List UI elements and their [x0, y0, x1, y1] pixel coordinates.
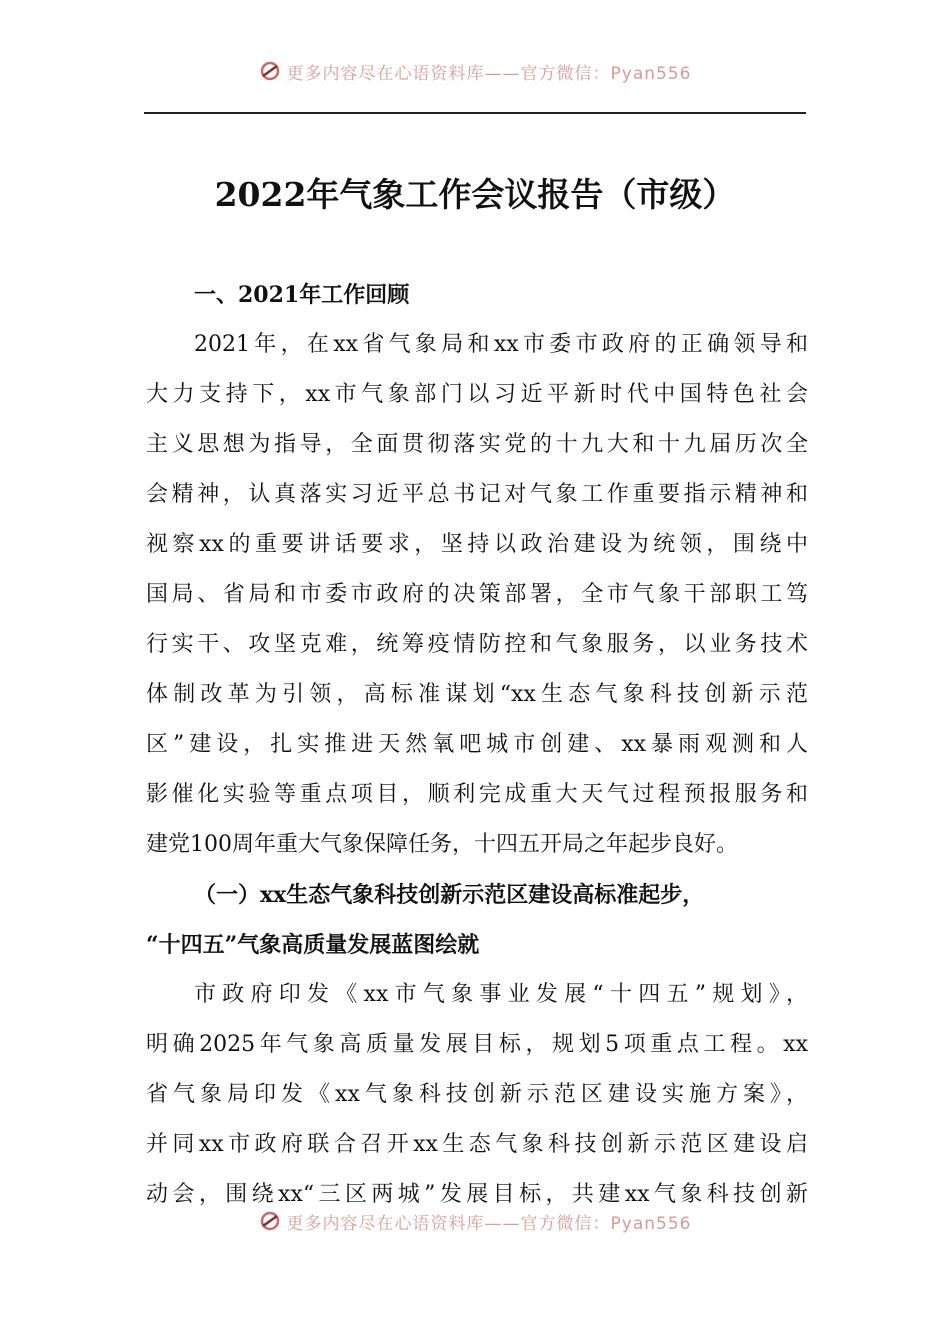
paragraph-line: 影催化实验等重点项目，顺利完成重大天气过程预报服务和: [146, 782, 808, 807]
header-rule: [144, 112, 806, 114]
paragraph-line: 视察xx的重要讲话要求，坚持以政治建设为统领，围绕中: [146, 532, 808, 557]
paragraph-line: 会精神，认真落实习近平总书记对气象工作重要指示精神和: [146, 482, 808, 507]
paragraph-line: 国局、省局和市委市政府的决策部署，全市气象干部职工笃: [146, 582, 808, 607]
footer-watermark-text: 更多内容尽在心语资料库——官方微信：Pyan556: [286, 1213, 692, 1234]
logo-icon: [259, 1210, 281, 1232]
paragraph-1: [146, 320, 808, 870]
paragraph-line: 市政府印发《xx市气象事业发展“十四五”规划》，: [194, 982, 808, 1007]
paragraph-line: 并同xx市政府联合召开xx生态气象科技创新示范区建设启: [146, 1132, 808, 1157]
paragraph-line: 2021年，在xx省气象局和xx市委市政府的正确领导和: [194, 332, 808, 357]
document-title: 2022年气象工作会议报告（市级）: [214, 175, 736, 214]
subheading-line: （一）xx生态气象科技创新示范区建设高标准起步，: [194, 882, 705, 908]
paragraph-line: 建党100周年重大气象保障任务，十四五开局之年起步良好。: [146, 832, 738, 857]
document-body: [146, 270, 808, 1220]
header-watermark: [0, 56, 950, 86]
subheading-line: “十四五”气象高质量发展蓝图绘就: [146, 932, 480, 958]
paragraph-line: 行实干、攻坚克难，统筹疫情防控和气象服务，以业务技术: [146, 632, 808, 657]
paragraph-line: 大力支持下，xx市气象部门以习近平新时代中国特色社会: [146, 382, 808, 407]
paragraph-line: 动会，围绕xx“三区两城”发展目标，共建xx气象科技创新: [146, 1182, 808, 1207]
paragraph-line: 省气象局印发《xx气象科技创新示范区建设实施方案》，: [146, 1082, 808, 1107]
footer-watermark: [0, 1206, 950, 1236]
paragraph-line: 主义思想为指导，全面贯彻落实党的十九大和十九届历次全: [146, 432, 808, 457]
subheading: [146, 870, 808, 970]
section-heading: 一、2021年工作回顾: [194, 282, 410, 308]
paragraph-line: 体制改革为引领，高标准谋划“xx生态气象科技创新示范: [146, 682, 808, 707]
paragraph-2: [146, 970, 808, 1220]
logo-icon: [259, 60, 281, 82]
header-watermark-text: 更多内容尽在心语资料库——官方微信：Pyan556: [286, 63, 692, 84]
paragraph-line: 明确2025年气象高质量发展目标，规划5项重点工程。xx: [146, 1032, 808, 1057]
paragraph-line: 区”建设，扎实推进天然氧吧城市创建、xx暴雨观测和人: [146, 732, 808, 757]
